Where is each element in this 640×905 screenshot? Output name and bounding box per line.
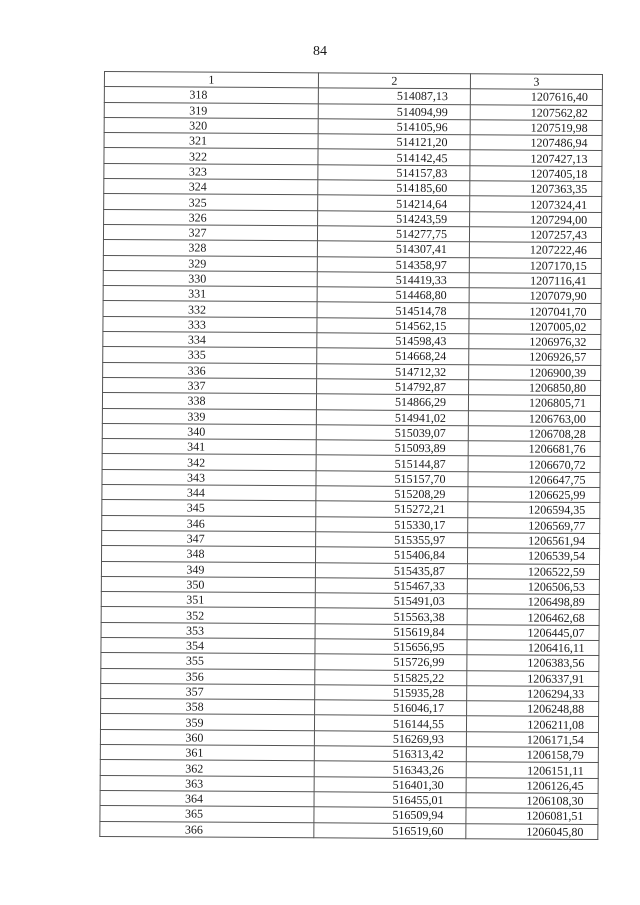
y-coordinate-cell: 1207041,70 <box>469 303 601 319</box>
x-coordinate-cell: 514105,96 <box>318 119 470 135</box>
y-coordinate-cell: 1206647,75 <box>468 471 600 487</box>
y-coordinate-cell: 1206522,59 <box>467 563 599 579</box>
x-coordinate-cell: 516343,26 <box>314 761 466 777</box>
y-coordinate-cell: 1206045,80 <box>466 823 598 839</box>
y-coordinate-cell: 1206569,77 <box>468 517 600 533</box>
x-coordinate-cell: 514307,41 <box>317 241 469 257</box>
y-coordinate-cell: 1207257,43 <box>469 227 601 243</box>
y-coordinate-cell: 1206561,94 <box>468 533 600 549</box>
y-coordinate-cell: 1206211,08 <box>466 716 598 732</box>
point-number-cell: 318 <box>104 87 318 104</box>
y-coordinate-cell: 1206670,72 <box>468 456 600 472</box>
page-number: 84 <box>313 44 327 59</box>
point-number-cell: 364 <box>100 790 314 807</box>
point-number-cell: 349 <box>101 561 315 578</box>
point-number-cell: 363 <box>100 775 314 792</box>
x-coordinate-cell: 515435,87 <box>315 562 467 578</box>
table-row <box>100 821 598 839</box>
y-coordinate-cell: 1206498,89 <box>467 594 599 610</box>
y-coordinate-cell: 1206108,30 <box>466 793 598 809</box>
x-coordinate-cell: 516144,55 <box>314 715 466 731</box>
x-coordinate-cell: 515935,28 <box>315 685 467 701</box>
point-number-cell: 359 <box>100 714 314 731</box>
point-number-cell: 327 <box>103 224 317 241</box>
point-number-cell: 344 <box>102 485 316 502</box>
point-number-cell: 357 <box>101 683 315 700</box>
point-number-cell: 350 <box>101 576 315 593</box>
point-number-cell: 333 <box>103 316 317 333</box>
point-number-cell: 353 <box>101 622 315 639</box>
x-coordinate-cell: 515272,21 <box>316 501 468 517</box>
y-coordinate-cell: 1206383,56 <box>467 655 599 671</box>
y-coordinate-cell: 1206158,79 <box>466 747 598 763</box>
x-coordinate-cell: 516269,93 <box>314 731 466 747</box>
point-number-cell: 343 <box>102 469 316 486</box>
point-number-cell: 336 <box>103 362 317 379</box>
y-coordinate-cell: 1207324,41 <box>470 196 602 212</box>
x-coordinate-cell: 514941,02 <box>316 409 468 425</box>
point-number-cell: 328 <box>103 240 317 257</box>
x-coordinate-cell: 514142,45 <box>318 149 470 165</box>
x-coordinate-cell: 515144,87 <box>316 455 468 471</box>
point-number-cell: 347 <box>102 530 316 547</box>
point-number-cell: 340 <box>102 423 316 440</box>
y-coordinate-cell: 1207294,00 <box>470 211 602 227</box>
x-coordinate-cell: 514214,64 <box>318 195 470 211</box>
point-number-cell: 345 <box>102 500 316 517</box>
y-coordinate-cell: 1207616,40 <box>470 89 602 105</box>
y-coordinate-cell: 1206926,57 <box>469 349 601 365</box>
point-number-cell: 354 <box>101 637 315 654</box>
y-coordinate-cell: 1206445,07 <box>467 624 599 640</box>
x-coordinate-cell: 515406,84 <box>316 547 468 563</box>
point-number-cell: 355 <box>101 653 315 670</box>
x-coordinate-cell: 515491,03 <box>315 593 467 609</box>
x-coordinate-cell: 514277,75 <box>317 226 469 242</box>
point-number-cell: 348 <box>102 546 316 563</box>
y-coordinate-cell: 1207427,13 <box>470 150 602 166</box>
point-number-cell: 338 <box>102 393 316 410</box>
y-coordinate-cell: 1207486,94 <box>470 135 602 151</box>
point-number-cell: 351 <box>101 592 315 609</box>
y-coordinate-cell: 1206462,68 <box>467 609 599 625</box>
y-coordinate-cell: 1207222,46 <box>469 242 601 258</box>
x-coordinate-cell: 516519,60 <box>314 822 466 838</box>
x-coordinate-cell: 515330,17 <box>316 516 468 532</box>
y-coordinate-cell: 1206294,33 <box>467 686 599 702</box>
x-coordinate-cell: 516313,42 <box>314 746 466 762</box>
x-coordinate-cell: 514562,15 <box>317 318 469 334</box>
point-number-cell: 356 <box>101 668 315 685</box>
point-number-cell: 335 <box>103 347 317 364</box>
y-coordinate-cell: 1206708,28 <box>468 426 600 442</box>
table-body <box>100 87 603 840</box>
point-number-cell: 346 <box>102 515 316 532</box>
x-coordinate-cell: 516401,30 <box>314 776 466 792</box>
point-number-cell: 337 <box>103 377 317 394</box>
point-number-cell: 361 <box>100 745 314 762</box>
y-coordinate-cell: 1206805,71 <box>468 395 600 411</box>
x-coordinate-cell: 514094,99 <box>318 103 470 119</box>
x-coordinate-cell: 514358,97 <box>317 256 469 272</box>
point-number-cell: 334 <box>103 332 317 349</box>
y-coordinate-cell: 1206900,39 <box>469 364 601 380</box>
x-coordinate-cell: 515825,22 <box>315 669 467 685</box>
x-coordinate-cell: 516046,17 <box>315 700 467 716</box>
point-number-cell: 325 <box>104 194 318 211</box>
coordinates-table-wrapper <box>99 71 602 840</box>
column-header-y: 3 <box>470 74 602 90</box>
x-coordinate-cell: 515355,97 <box>316 532 468 548</box>
y-coordinate-cell: 1206594,35 <box>468 502 600 518</box>
y-coordinate-cell: 1207170,15 <box>469 257 601 273</box>
point-number-cell: 352 <box>101 607 315 624</box>
y-coordinate-cell: 1206081,51 <box>466 808 598 824</box>
point-number-cell: 358 <box>101 699 315 716</box>
point-number-cell: 342 <box>102 454 316 471</box>
column-header-number: 1 <box>104 72 318 89</box>
x-coordinate-cell: 515039,07 <box>316 425 468 441</box>
y-coordinate-cell: 1206171,54 <box>466 731 598 747</box>
y-coordinate-cell: 1206126,45 <box>466 777 598 793</box>
y-coordinate-cell: 1206416,11 <box>467 640 599 656</box>
x-coordinate-cell: 514514,78 <box>317 302 469 318</box>
y-coordinate-cell: 1206763,00 <box>468 410 600 426</box>
x-coordinate-cell: 515208,29 <box>316 486 468 502</box>
point-number-cell: 329 <box>103 255 317 272</box>
y-coordinate-cell: 1207116,41 <box>469 273 601 289</box>
y-coordinate-cell: 1206151,11 <box>466 762 598 778</box>
x-coordinate-cell: 516455,01 <box>314 792 466 808</box>
y-coordinate-cell: 1207562,82 <box>470 104 602 120</box>
point-number-cell: 366 <box>100 821 314 838</box>
x-coordinate-cell: 514712,32 <box>317 363 469 379</box>
x-coordinate-cell: 514792,87 <box>317 379 469 395</box>
y-coordinate-cell: 1207005,02 <box>469 318 601 334</box>
point-number-cell: 331 <box>103 286 317 303</box>
y-coordinate-cell: 1206539,54 <box>467 548 599 564</box>
x-coordinate-cell: 514087,13 <box>318 88 470 104</box>
y-coordinate-cell: 1206850,80 <box>469 380 601 396</box>
y-coordinate-cell: 1206681,76 <box>468 441 600 457</box>
point-number-cell: 326 <box>104 209 318 226</box>
point-number-cell: 330 <box>103 270 317 287</box>
x-coordinate-cell: 514598,43 <box>317 333 469 349</box>
point-number-cell: 322 <box>104 148 318 165</box>
point-number-cell: 323 <box>104 163 318 180</box>
y-coordinate-cell: 1206248,88 <box>467 701 599 717</box>
y-coordinate-cell: 1206976,32 <box>469 334 601 350</box>
y-coordinate-cell: 1207519,98 <box>470 120 602 136</box>
y-coordinate-cell: 1206506,53 <box>467 579 599 595</box>
x-coordinate-cell: 514468,80 <box>317 287 469 303</box>
point-number-cell: 324 <box>104 179 318 196</box>
x-coordinate-cell: 515157,70 <box>316 471 468 487</box>
y-coordinate-cell: 1207079,90 <box>469 288 601 304</box>
point-number-cell: 320 <box>104 117 318 134</box>
x-coordinate-cell: 514121,20 <box>318 134 470 150</box>
point-number-cell: 341 <box>102 439 316 456</box>
x-coordinate-cell: 515619,84 <box>315 623 467 639</box>
x-coordinate-cell: 514157,83 <box>318 165 470 181</box>
coordinates-table <box>99 71 603 840</box>
point-number-cell: 365 <box>100 806 314 823</box>
y-coordinate-cell: 1207363,35 <box>470 181 602 197</box>
point-number-cell: 362 <box>100 760 314 777</box>
x-coordinate-cell: 516509,94 <box>314 807 466 823</box>
y-coordinate-cell: 1207405,18 <box>470 166 602 182</box>
point-number-cell: 321 <box>104 133 318 150</box>
x-coordinate-cell: 515726,99 <box>315 654 467 670</box>
point-number-cell: 319 <box>104 102 318 119</box>
x-coordinate-cell: 515093,89 <box>316 440 468 456</box>
x-coordinate-cell: 514419,33 <box>317 272 469 288</box>
y-coordinate-cell: 1206337,91 <box>467 670 599 686</box>
x-coordinate-cell: 515656,95 <box>315 639 467 655</box>
column-header-x: 2 <box>318 73 470 89</box>
point-number-cell: 332 <box>103 301 317 318</box>
point-number-cell: 360 <box>100 729 314 746</box>
x-coordinate-cell: 515563,38 <box>315 608 467 624</box>
x-coordinate-cell: 514668,24 <box>317 348 469 364</box>
x-coordinate-cell: 514866,29 <box>316 394 468 410</box>
x-coordinate-cell: 514243,59 <box>318 210 470 226</box>
point-number-cell: 339 <box>102 408 316 425</box>
x-coordinate-cell: 515467,33 <box>315 578 467 594</box>
y-coordinate-cell: 1206625,99 <box>468 487 600 503</box>
x-coordinate-cell: 514185,60 <box>318 180 470 196</box>
